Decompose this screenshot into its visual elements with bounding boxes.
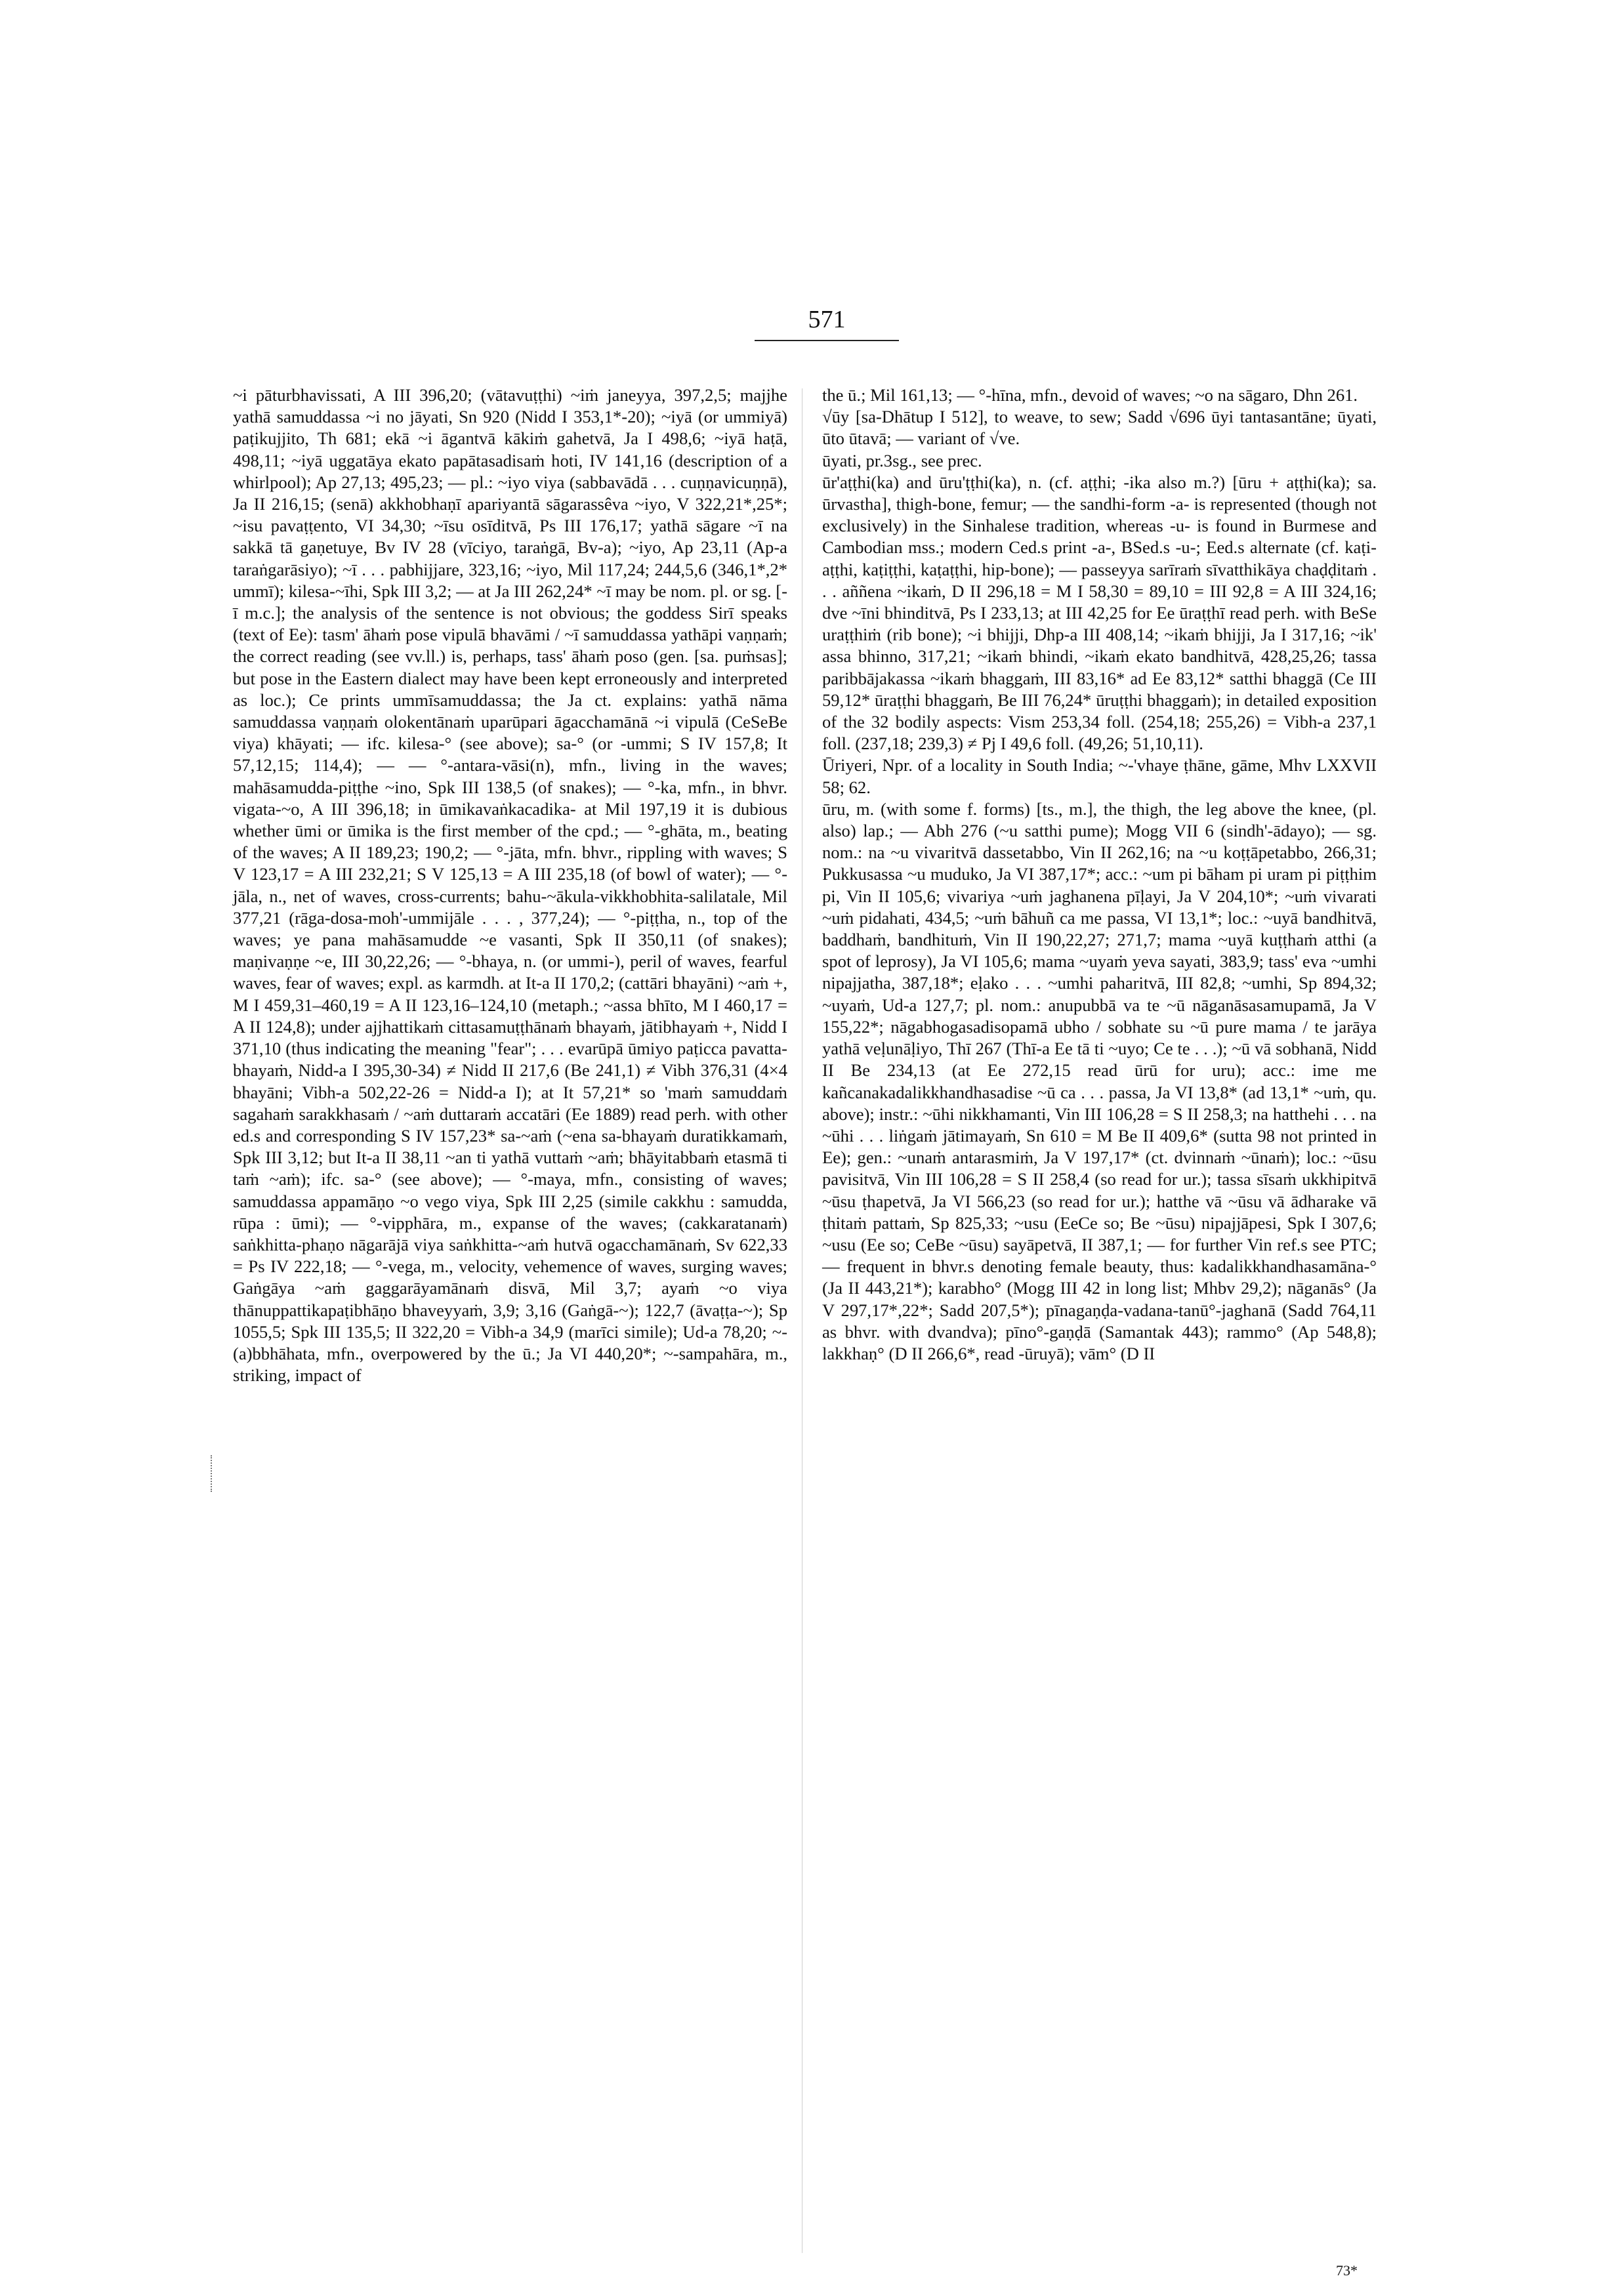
printer-signature: 73* — [1336, 2262, 1358, 2279]
entry-paragraph: √ūy [sa-Dhātup I 512], to weave, to sew; Sadd √696 ūyi tantasantāne; ūyati, ūto ūtavā; — variant of √ve. — [822, 407, 1377, 449]
margin-mark — [211, 1455, 215, 1492]
page-number: 571 — [808, 306, 846, 333]
page-number-rule — [755, 340, 899, 341]
entry-paragraph: ūyati, pr.3sg., see prec. — [822, 450, 982, 470]
left-column — [233, 384, 787, 1386]
entry-paragraph: ~i pāturbhavissati, A III 396,20; (vātavuṭṭhi) ~iṁ janeyya, 397,2,5; majjhe yathā samuddassa ~i no jāyati, Sn 920 (Nidd I 353,1*-20); ~iyā (or ummiyā) paṭikujjito, Th 681; ekā ~i āgantvā kākiṁ gahetvā, Ja I 498,6; ~iyā haṭā, 498,11; ~iyā uggatāya ekato papātasadisaṁ hoti, IV 141,16 (description of a whirlpool); Ap 27,13; 495,23; — pl.: ~iyo viya (sabbavādā . . . cuṇṇavicuṇṇā), Ja II 216,15; (senā) akkhobhaṇī apariyantā sāgarassêva ~iyo, V 322,21*,25*; ~isu pavaṭṭento, VI 34,30; ~īsu osīditvā, Ps III 176,17; yathā sāgare ~ī na sakkā tā gaṇetuye, Bv IV 28 (vīciyo, taraṅgā, Bv-a); ~iyo, Ap 23,11 (Ap-a taraṅgarāsiyo); ~ī . . . pabhijjare, 323,16; ~iyo, Mil 117,24; 244,5,6 (346,1*,2* ummī); kilesa-~īhi, Spk III 3,2; — at Ja III 262,24* ~ī may be nom. pl. or sg. [-ī m.c.]; the analysis of the sentence is not obvious; the goddess Sirī speaks (text of Ee): tasm' āhaṁ pose vipulā bhavāmi / ~ī samuddassa yathāpi vaṇṇaṁ; the correct reading (see vv.ll.) is, perhaps, tass' āhaṁ poso (gen. [sa. puṁsas]; but pose in the Eastern dialect may have been kept erroneously and interpreted as loc.); Ce prints ummīsamuddassa; the Ja ct. explains: yathā nāma samuddassa vaṇṇaṁ olokentānaṁ uparūpari āgacchamānā ~i vipulā (CeSeBe viya) khāyati; — ifc. kilesa-° (see above); sa-° (or -ummi; S IV 157,8; It 57,12,15; 114,4); — — °-antara-vāsi(n), mfn., living in the waves; mahāsamudda-piṭṭhe ~ino, Spk III 138,5 (of snakes); — °-ka, mfn., in bhvr. vigata-~o, A III 396,18; in ūmikavaṅkacadika- at Mil 197,19 it is dubious whether ūmi or ūmika is the first member of the cpd.; — °-ghāta, m., beating of the waves; A II 189,23; 190,2; — °-jāta, mfn. bhvr., rippling with waves; S V 123,17 = A III 232,21; S V 125,13 = A III 235,18 (of bowl of water); — °-jāla, n., net of waves, cross-currents; bahu-~ākula-vikkhobhita-salilatale, Mil 377,21 (rāga-dosa-moh'-ummijāle . . . , 377,24); — °-piṭṭha, n., top of the waves; ye pana mahāsamudde ~e vasanti, Spk II 350,11 (of snakes); maṇivaṇṇe ~e, III 30,22,26; — °-bhaya, n. (or ummi-), peril of waves, fearful waves, fear of waves; expl. as karmdh. at It-a II 170,2; (cattāri bhayāni) ~aṁ +, M I 459,31–460,19 = A II 123,16–124,10 (metaph.; ~assa bhīto, M I 460,17 = A II 124,8); under ajjhattikaṁ cittasamuṭṭhānaṁ bhayaṁ, jātibhayaṁ +, Nidd I 371,10 (thus indicating the meaning "fear"; . . . evarūpā ūmiyo paṭicca pavatta-bhayaṁ, Nidd-a I 395,30-34) ≠ Nidd II 217,6 (Be 241,1) ≠ Vibh 376,31 (4×4 bhayāni; Vibh-a 502,22-26 = Nidd-a I); at It 57,21* so 'maṁ samuddaṁ sagahaṁ sarakkhasaṁ / ~aṁ duttaraṁ accatāri (Ee 1889) read perh. with other ed.s and corresponding S IV 157,23* sa-~aṁ (~ena sa-bhayaṁ duratikkamaṁ, Spk III 3,12; but It-a II 38,11 ~an ti yathā vuttaṁ ~aṁ; bhāyitabbaṁ etasmā ti taṁ ~aṁ); ifc. sa-° (see above); — °-maya, mfn., consisting of waves; samuddassa appamāṇo ~o vego viya, Spk III 2,25 (simile cakkhu : samudda, rūpa : ūmi); — °-vipphāra, m., expanse of the waves; (cakkaratanaṁ) saṅkhitta-phaṇo nāgarājā viya saṅkhitta-~aṁ hutvā ogacchamānaṁ, Sv 622,33 = Ps IV 222,18; — °-vega, m., velocity, vehemence of waves, surging waves; Gaṅgāya ~aṁ gaggarāyamānaṁ disvā, Mil 3,7; ayaṁ ~o viya thānuppattikapaṭibhāṇo bhaveyyaṁ, 3,9; 3,16 (Gaṅgā-~); 122,7 (āvaṭṭa-~); Sp 1055,5; Spk III 135,5; II 322,20 = Vibh-a 34,9 (marīci simile); Ud-a 78,20; ~-(a)bbhāhata, mfn., overpowered by the ū.; Ja VI 440,20*; ~-sampahāra, m., striking, impact of — [233, 385, 787, 1386]
entry-paragraph: Ūriyeri, Npr. of a locality in South India; ~-'vhaye ṭhāne, gāme, Mhv LXXVII 58; 62. — [822, 755, 1377, 797]
entry-paragraph: ūru, m. (with some f. forms) [ts., m.], the thigh, the leg above the knee, (pl. also) lap.; — Abh 276 (~u satthi pume); Mogg VII 6 (sindh'-ādayo); — sg. nom.: na ~u vivaritvā dassetabbo, Vin II 262,16; na ~u koṭṭāpetabbo, 266,31; Pukkusassa ~u muduko, Ja VI 387,17*; acc.: ~um pi bāham pi uram pi piṭṭhim pi, Vin II 105,6; vivariya ~uṁ jaghanena pīḷayi, Ja V 204,10*; ~uṁ vivarati ~uṁ pidahati, 434,5; ~uṁ bāhuñ ca me passa, VI 13,1*; loc.: ~uyā bandhitvā, baddhaṁ, bandhituṁ, Vin II 190,22,27; 271,7; mama ~uyā kuṭṭhaṁ atthi (a spot of leprosy), Ja VI 105,6; mama ~uyaṁ yeva sayati, 383,9; tass' eva ~umhi nipajjatha, 387,18*; eḷako . . . ~umhi paharitvā, III 82,8; ~umhi, Sp 894,32; ~uyaṁ, Ud-a 127,7; pl. nom.: anupubbā va te ~ū nāganāsasamupamā, Ja V 155,22*; nāgabhogasadisopamā ubho / sobhate su ~ū pure mama / te jarāya yathā veḷunāḷiyo, Thī 267 (Thī-a Ee tā ti ~uyo; Ce te . . .); ~ū vā sobhanā, Nidd II Be 234,13 (at Ee 272,15 read ūrū for uru); acc.: ime me kañcanakadalikkhandhasadise ~ū ca . . . passa, Ja VI 13,8* (ad 13,1* ~uṁ, qu. above); instr.: ~ūhi nikkhamanti, Vin III 106,28 = S II 258,3; na hatthehi . . . na ~ūhi . . . liṅgaṁ jātimayaṁ, Sn 610 = M Be II 409,6* (sutta 98 not printed in Ee); gen.: ~unaṁ antarasmiṁ, Ja V 197,17* (ct. dvinnaṁ ~ūnaṁ); loc.: ~ūsu pavisitvā, Vin III 106,28 = S II 258,4 (so read for ur.); tassa sīsaṁ ukkhipitvā ~ūsu ṭhapetvā, Ja VI 566,23 (so read for ur.); hatthe vā ~ūsu vā ādharake vā ṭhitaṁ pattaṁ, Sp 825,33; ~usu (EeCe so; Be ~ūsu) nipajjāpesi, Spk I 307,6; ~usu (Ee so; CeBe ~ūsu) sayāpetvā, II 387,1; — for further Vin ref.s see PTC; — frequent in bhvr.s denoting female beauty, thus: kadalikkhandhasamāna-° (Ja II 443,21*); karabho° (Mogg III 42 in long list; Mhbv 29,2); nāganās° (Ja V 297,17*,22*; Sadd 207,5*); pīnagaṇḍa-vadana-tanū°-jaghanā (Sadd 764,11 as bhvr. with dvandva); pīno°-gaṇḍā (Samantak 443); rammo° (Ap 548,8); lakkhaṇ° (D II 266,6*, read -ūruyā); vām° (D II — [822, 798, 1377, 1363]
entry-paragraph: the ū.; Mil 161,13; — °-hīna, mfn., devoid of waves; ~o na sāgaro, Dhn 261. — [822, 385, 1358, 405]
right-column — [822, 384, 1377, 1365]
entry-paragraph: ūr'aṭṭhi(ka) and ūru'ṭṭhi(ka), n. (cf. aṭṭhi; -ika also m.?) [ūru + aṭṭhi(ka); sa. ūrvastha], thigh-bone, femur; — the sandhi-form -a- is represented (though not exclusively) in the Sinhalese tradition, whereas -u- is found in Burmese and Cambodian mss.; modern Ced.s print -a-, BSed.s -u-; Eed.s alternate (cf. kaṭi-aṭṭhi, kaṭiṭṭhi, kaṭaṭṭhi, hip-bone); — passeyya sarīraṁ sīvatthikāya chaḍḍitaṁ . . . aññena ~ikaṁ, D II 296,18 = M I 58,30 = 89,10 = III 92,8 = A III 324,16; dve ~īni bhinditvā, Ps I 233,13; at III 42,25 for Ee ūraṭṭhī read perh. with BeSe uraṭṭhiṁ (rib bone); ~i bhijji, Dhp-a III 408,14; ~ikaṁ bhijji, Ja I 317,16; ~ik' assa bhinno, 317,21; ~ikaṁ bhindi, ~ikaṁ ekato bandhitvā, 428,25,26; tassa paribbājakassa ~ikaṁ bhaggaṁ, III 83,16* ad Ee 83,12* satthi bhaggā (Ce III 59,12* ūraṭṭhi bhaggaṁ, Be III 76,24* ūruṭṭhi bhaggaṁ); in detailed exposition of the 32 bodily aspects: Vism 253,34 foll. (254,18; 255,26) = Vibh-a 237,1 foll. (237,18; 239,3) ≠ Pj I 49,6 foll. (49,26; 51,10,11). — [822, 472, 1377, 754]
